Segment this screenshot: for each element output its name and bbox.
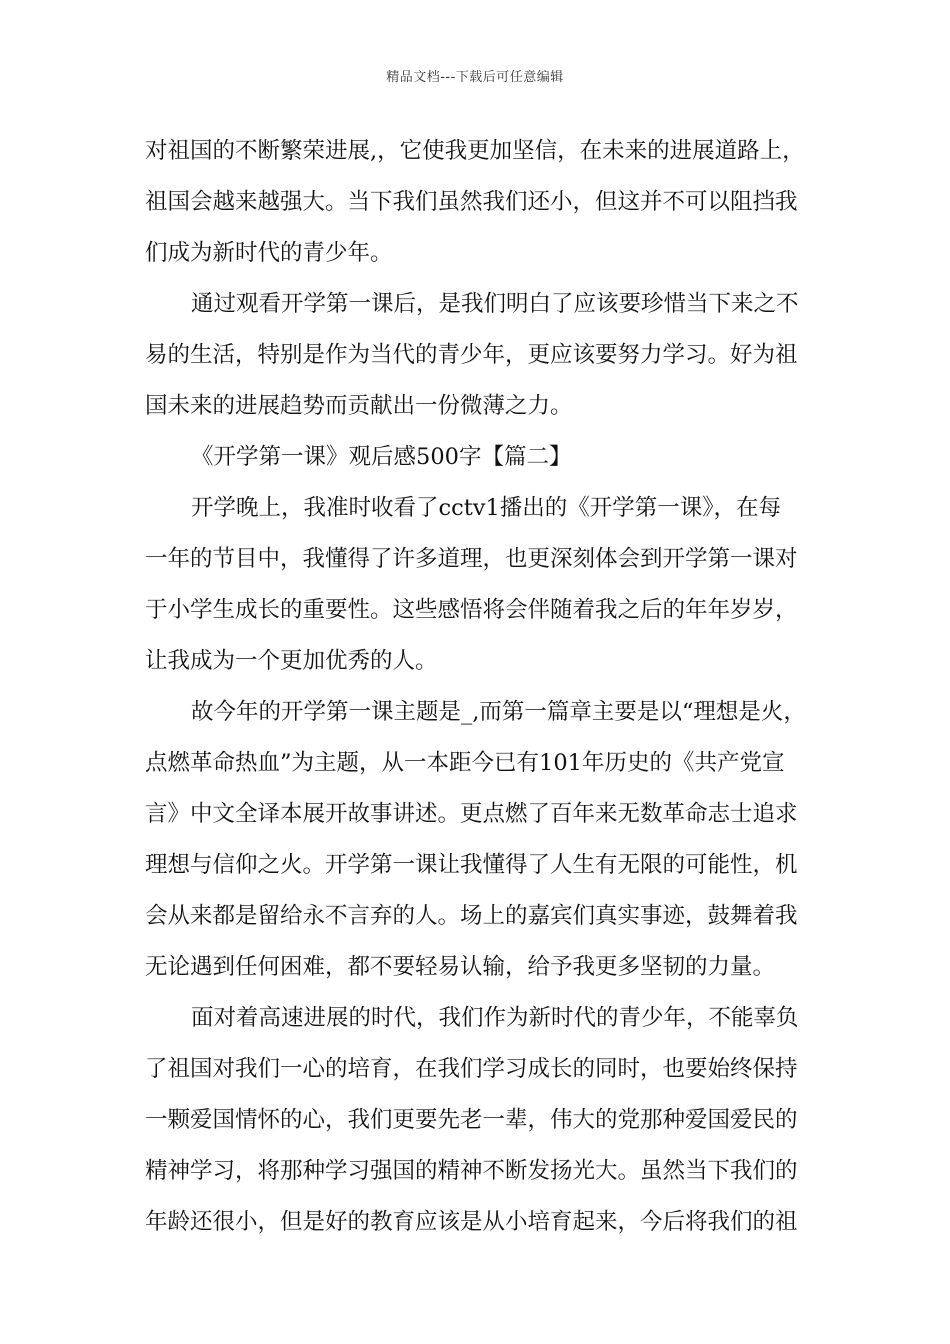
text-line: 了祖国对我们一心的培育，在我们学习成长的同时，也要始终保持 <box>145 1056 798 1082</box>
text-line: 点燃革命热血”为主题，从一本距今已有101年历史的《共产党宣 <box>145 750 785 776</box>
text-line: 精神学习，将那种学习强国的精神不断发扬光大。虽然当下我们的 <box>145 1158 798 1184</box>
paragraph-start-line: 通过观看开学第一课后，是我们明白了应该要珍惜当下来之不 <box>191 291 799 317</box>
text-line: 对祖国的不断繁荣进展,，它使我更加坚信，在未来的进展道路上， <box>145 138 805 164</box>
text-line: 国未来的进展趋势而贡献出一份微薄之力。 <box>145 393 573 419</box>
section-heading: 《开学第一课》观后感500字【篇二】 <box>191 444 572 470</box>
article-body <box>145 126 815 1248</box>
text-line: 一颗爱国情怀的心，我们更要先老一辈，伟大的党那种爱国爱民的 <box>145 1107 798 1133</box>
text-line: 会从来都是留给永不言弃的人。场上的嘉宾们真实事迹，鼓舞着我 <box>145 903 798 929</box>
text-line: 理想与信仰之火。开学第一课让我懂得了人生有无限的可能性，机 <box>145 852 798 878</box>
paragraph-start-line: 故今年的开学第一课主题是_,而第一篇章主要是以“理想是火， <box>191 699 806 725</box>
text-line: 易的生活，特别是作为当代的青少年，更应该要努力学习。好为祖 <box>145 342 798 368</box>
text-line: 一年的节目中，我懂得了许多道理，也更深刻体会到开学第一课对 <box>145 546 798 572</box>
text-line: 祖国会越来越强大。当下我们虽然我们还小，但这并不可以阻挡我 <box>145 189 798 215</box>
text-line: 年龄还很小，但是好的教育应该是从小培育起来，今后将我们的祖 <box>145 1209 798 1235</box>
text-line: 于小学生成长的重要性。这些感悟将会伴随着我之后的年年岁岁， <box>145 597 798 623</box>
text-line: 们成为新时代的青少年。 <box>145 240 393 266</box>
page-header: 精品文档---下载后可任意编辑 <box>386 70 564 85</box>
text-line: 言》中文全译本展开故事讲述。更点燃了百年来无数革命志士追求 <box>145 801 798 827</box>
paragraph-start-line: 面对着高速进展的时代，我们作为新时代的青少年，不能辜负 <box>191 1005 799 1031</box>
text-line: 无论遇到任何困难，都不要轻易认输，给予我更多坚韧的力量。 <box>145 954 776 980</box>
text-line: 让我成为一个更加优秀的人。 <box>145 648 438 674</box>
paragraph-start-line: 开学晚上，我准时收看了cctv1播出的《开学第一课》，在每 <box>191 495 782 521</box>
